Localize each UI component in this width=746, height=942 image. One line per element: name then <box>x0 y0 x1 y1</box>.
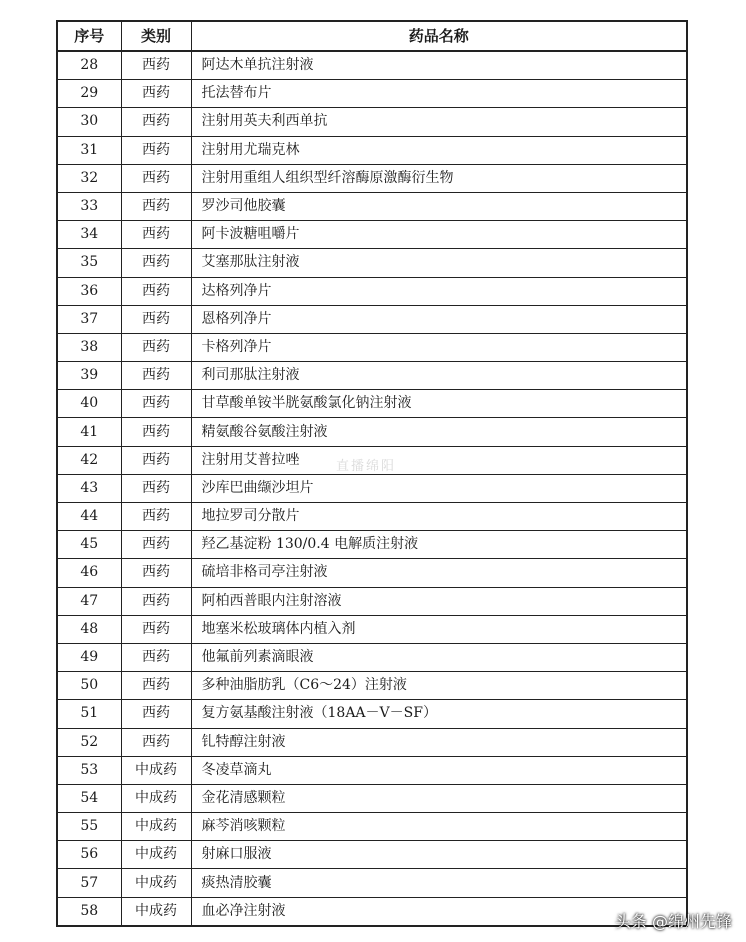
row-number: 56 <box>57 841 121 869</box>
row-drug-name: 利司那肽注射液 <box>191 362 687 390</box>
row-drug-name: 地拉罗司分散片 <box>191 503 687 531</box>
table-row <box>57 474 687 502</box>
row-drug-name: 痰热清胶囊 <box>191 869 687 897</box>
table-row <box>57 841 687 869</box>
row-drug-name: 多种油脂肪乳（C6～24）注射液 <box>191 672 687 700</box>
table-row <box>57 390 687 418</box>
table-row <box>57 136 687 164</box>
row-drug-name: 金花清感颗粒 <box>191 784 687 812</box>
row-category: 西药 <box>121 643 191 671</box>
table-row <box>57 559 687 587</box>
table-row <box>57 80 687 108</box>
row-category: 中成药 <box>121 897 191 926</box>
table-row <box>57 813 687 841</box>
table-row <box>57 108 687 136</box>
center-watermark: 直播绵阳 <box>336 459 397 474</box>
row-number: 50 <box>57 672 121 700</box>
row-number: 52 <box>57 728 121 756</box>
table-row <box>57 897 687 926</box>
row-number: 55 <box>57 813 121 841</box>
row-number: 36 <box>57 277 121 305</box>
row-drug-name: 注射用尤瑞克林 <box>191 136 687 164</box>
row-number: 45 <box>57 531 121 559</box>
row-drug-name: 冬凌草滴丸 <box>191 756 687 784</box>
row-number: 38 <box>57 333 121 361</box>
row-number: 41 <box>57 418 121 446</box>
table-row <box>57 362 687 390</box>
header-drug-name: 药品名称 <box>191 21 687 51</box>
table-row <box>57 249 687 277</box>
row-number: 42 <box>57 446 121 474</box>
row-drug-name: 恩格列净片 <box>191 305 687 333</box>
row-number: 48 <box>57 615 121 643</box>
table-header-row <box>57 21 687 51</box>
table-row <box>57 192 687 220</box>
row-category: 西药 <box>121 108 191 136</box>
row-drug-name: 地塞米松玻璃体内植入剂 <box>191 615 687 643</box>
row-category: 西药 <box>121 531 191 559</box>
header-category: 类别 <box>121 21 191 51</box>
row-number: 35 <box>57 249 121 277</box>
row-category: 西药 <box>121 192 191 220</box>
row-category: 中成药 <box>121 869 191 897</box>
table-row <box>57 587 687 615</box>
row-number: 49 <box>57 643 121 671</box>
row-category: 西药 <box>121 700 191 728</box>
row-drug-name: 注射用重组人组织型纤溶酶原激酶衍生物 <box>191 164 687 192</box>
row-category: 西药 <box>121 446 191 474</box>
table-row <box>57 531 687 559</box>
row-number: 33 <box>57 192 121 220</box>
row-category: 西药 <box>121 474 191 502</box>
row-drug-name: 射麻口服液 <box>191 841 687 869</box>
row-number: 43 <box>57 474 121 502</box>
row-number: 39 <box>57 362 121 390</box>
row-category: 西药 <box>121 503 191 531</box>
row-category: 西药 <box>121 51 191 80</box>
row-drug-name: 精氨酸谷氨酸注射液 <box>191 418 687 446</box>
row-number: 51 <box>57 700 121 728</box>
table-row <box>57 784 687 812</box>
row-drug-name: 硫培非格司亭注射液 <box>191 559 687 587</box>
row-drug-name: 麻芩消咳颗粒 <box>191 813 687 841</box>
row-category: 西药 <box>121 136 191 164</box>
row-drug-name: 注射用艾普拉唑 <box>191 446 687 474</box>
row-drug-name: 托法替布片 <box>191 80 687 108</box>
row-number: 40 <box>57 390 121 418</box>
row-drug-name: 阿卡波糖咀嚼片 <box>191 221 687 249</box>
row-number: 34 <box>57 221 121 249</box>
row-number: 31 <box>57 136 121 164</box>
row-drug-name: 沙库巴曲缬沙坦片 <box>191 474 687 502</box>
row-drug-name: 他氟前列素滴眼液 <box>191 643 687 671</box>
header-num: 序号 <box>57 21 121 51</box>
table-row <box>57 700 687 728</box>
table-row <box>57 672 687 700</box>
row-category: 西药 <box>121 249 191 277</box>
row-category: 西药 <box>121 390 191 418</box>
row-category: 中成药 <box>121 756 191 784</box>
row-category: 西药 <box>121 333 191 361</box>
table-row <box>57 418 687 446</box>
table-row <box>57 643 687 671</box>
row-number: 47 <box>57 587 121 615</box>
row-drug-name: 卡格列净片 <box>191 333 687 361</box>
row-category: 西药 <box>121 559 191 587</box>
table-row <box>57 277 687 305</box>
row-number: 28 <box>57 51 121 80</box>
row-drug-name: 羟乙基淀粉 130/0.4 电解质注射液 <box>191 531 687 559</box>
row-number: 37 <box>57 305 121 333</box>
row-category: 西药 <box>121 305 191 333</box>
table-body <box>57 51 687 926</box>
table-row <box>57 51 687 80</box>
row-category: 西药 <box>121 418 191 446</box>
row-number: 54 <box>57 784 121 812</box>
table-row <box>57 756 687 784</box>
table-row <box>57 333 687 361</box>
row-number: 57 <box>57 869 121 897</box>
row-category: 西药 <box>121 728 191 756</box>
row-number: 32 <box>57 164 121 192</box>
row-drug-name: 血必净注射液 <box>191 897 687 926</box>
row-category: 西药 <box>121 672 191 700</box>
row-drug-name: 阿柏西普眼内注射溶液 <box>191 587 687 615</box>
table-row <box>57 221 687 249</box>
row-drug-name: 钆特醇注射液 <box>191 728 687 756</box>
row-category: 中成药 <box>121 784 191 812</box>
table-row <box>57 305 687 333</box>
row-category: 西药 <box>121 221 191 249</box>
row-category: 西药 <box>121 80 191 108</box>
row-category: 西药 <box>121 615 191 643</box>
row-category: 西药 <box>121 587 191 615</box>
row-drug-name: 艾塞那肽注射液 <box>191 249 687 277</box>
row-drug-name: 罗沙司他胶囊 <box>191 192 687 220</box>
row-category: 西药 <box>121 277 191 305</box>
table-row <box>57 164 687 192</box>
row-drug-name: 甘草酸单铵半胱氨酸氯化钠注射液 <box>191 390 687 418</box>
row-category: 西药 <box>121 362 191 390</box>
row-category: 中成药 <box>121 813 191 841</box>
row-drug-name: 阿达木单抗注射液 <box>191 51 687 80</box>
row-drug-name: 复方氨基酸注射液（18AA－V－SF） <box>191 700 687 728</box>
row-number: 46 <box>57 559 121 587</box>
table-row <box>57 869 687 897</box>
row-drug-name: 注射用英夫利西单抗 <box>191 108 687 136</box>
row-number: 29 <box>57 80 121 108</box>
row-drug-name: 达格列净片 <box>191 277 687 305</box>
table-row <box>57 503 687 531</box>
footer-watermark: 头条 @绵州先锋 <box>614 912 732 931</box>
row-number: 44 <box>57 503 121 531</box>
table-row <box>57 615 687 643</box>
row-number: 30 <box>57 108 121 136</box>
row-category: 中成药 <box>121 841 191 869</box>
table-row <box>57 728 687 756</box>
row-category: 西药 <box>121 164 191 192</box>
row-number: 53 <box>57 756 121 784</box>
row-number: 58 <box>57 897 121 926</box>
